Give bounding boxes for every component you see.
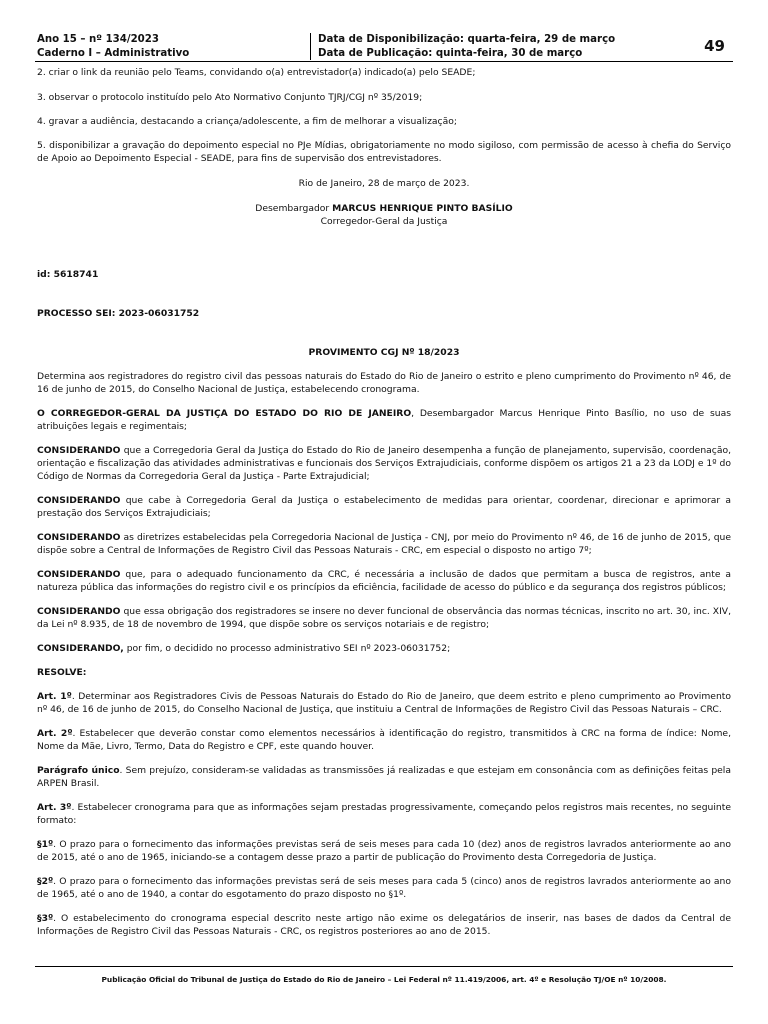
preamble-authority: O CORREGEDOR-GERAL DA JUSTIÇA DO ESTADO DO RIO DE JANEIRO [37, 408, 412, 419]
signature-title: Desembargador [255, 203, 330, 214]
considerando-keyword: CONSIDERANDO [37, 606, 121, 617]
considerando-paragraph [37, 531, 731, 557]
document-body [37, 66, 731, 938]
list-item: 4. gravar a audiência, destacando a criança/adolescente, a fim de melhorar a visualização; [37, 116, 457, 127]
article-label: §1º [37, 839, 54, 850]
article-text: . O prazo para o fornecimento das informações previstas será de seis meses para cada 10 (dez) anos de registros lavrados anteriormente ao ano de 2015, até o ano de 1965, iniciando-se a contagem desse prazo a partir de publicação do Provimento desta Corregedoria de Justiça. [37, 839, 731, 863]
page-number: 49 [704, 37, 725, 55]
considerando-text: que cabe à Corregedoria Geral da Justiça o estabelecimento de medidas para orientar, coordenar, direcionar e aprimorar a prestação dos Serviços Extrajudiciais; [37, 495, 731, 519]
article-label: §3º [37, 913, 54, 924]
ementa: Determina aos registradores do registro civil das pessoas naturais do Estado do Rio de Janeiro o estrito e pleno cumprimento do Provimento nº 46, de 16 de junho de 2015, do Conselho Nacional de Justiça, estabelecendo cronograma. [37, 371, 731, 395]
header-divider [310, 33, 311, 60]
article-label: Art. 2º [37, 728, 73, 739]
availability-date: Data de Disponibilização: quarta-feira, 29 de março [318, 34, 616, 45]
article-paragraph [37, 912, 731, 938]
list-item: 5. disponibilizar a gravação do depoimento especial no PJe Mídias, obrigatoriamente no modo sigiloso, com permissão de acesso à chefia do Serviço de Apoio ao Depoimento Especial - SEADE, para fins de supervisão dos entrevistadores. [37, 140, 731, 164]
considerando-keyword: CONSIDERANDO [37, 495, 121, 506]
signature-name: MARCUS HENRIQUE PINTO BASÍLIO [332, 203, 513, 214]
considerando-keyword: CONSIDERANDO, [37, 643, 124, 654]
considerando-paragraph [37, 568, 731, 594]
considerando-paragraph [37, 444, 731, 483]
considerando-keyword: CONSIDERANDO [37, 445, 121, 456]
article-paragraph [37, 727, 731, 753]
considerando-text: que, para o adequado funcionamento da CRC, é necessária a inclusão de dados que permitam a busca de registros, ante a natureza pública das informações do registro civil e os princípios da eficiência, facilidade de acesso do público e da segurança dos registros públicos; [37, 569, 731, 593]
footer-divider [35, 966, 733, 967]
considerando-text: que essa obrigação dos registradores se insere no dever funcional de observância das normas técnicas, inscrito no art. 30, inc. XIV, da Lei nº 8.935, de 18 de novembro de 1994, que dispõe sobre os serviços notariais e de registro; [37, 606, 732, 630]
article-paragraph [37, 838, 731, 864]
page-header [35, 33, 733, 62]
considerando-paragraph [37, 494, 731, 520]
signature-role: Corregedor-Geral da Justiça [320, 216, 448, 227]
article-paragraph [37, 764, 731, 790]
article-text: . Determinar aos Registradores Civis de Pessoas Naturais do Estado do Rio de Janeiro, que deem estrito e pleno cumprimento ao Provimento nº 46, de 16 de junho de 2015, do Conselho Nacional de Justiça, que instituiu a Central de Informações de Registro Civil das Pessoas Naturais – CRC. [37, 691, 732, 715]
signature-name-line [37, 202, 731, 215]
resolve-heading: RESOLVE: [37, 667, 87, 678]
header-dates [318, 33, 615, 61]
provimento-title: PROVIMENTO CGJ Nº 18/2023 [308, 347, 460, 358]
article-label: §2º [37, 876, 54, 887]
article-text: . O estabelecimento do cronograma especial descrito neste artigo não exime os delegatários de inserir, nas bases de dados da Central de Informações de Registro Civil das Pessoas Naturais - CRC, os registros posteriores ao ano de 2015. [37, 913, 731, 937]
section-name: Caderno I – Administrativo [37, 48, 190, 59]
article-label: Art. 1º [37, 691, 72, 702]
article-text: . O prazo para o fornecimento das informações previstas será de seis meses para cada 5 (cinco) anos de registros lavrados anteriormente ao ano de 1965, até o ano de 1940, a contar do esgotamento do prazo disposto no §1º. [37, 876, 731, 900]
preamble [37, 407, 731, 433]
considerando-paragraph [37, 642, 731, 655]
issue-number: Ano 15 – nº 134/2023 [37, 34, 159, 45]
article-label: Art. 3º [37, 802, 72, 813]
article-paragraph [37, 801, 731, 827]
article-text: . Estabelecer que deverão constar como elementos necessários à identificação do registro, transmitidos à CRC na forma de índice: Nome, Nome da Mãe, Livro, Termo, Data do Registro e CPF, este quando houver. [37, 728, 731, 752]
signature-place-date: Rio de Janeiro, 28 de março de 2023. [298, 178, 470, 189]
list-item: 3. observar o protocolo instituído pelo Ato Normativo Conjunto TJRJ/CGJ nº 35/2019; [37, 92, 423, 103]
considerando-text: por fim, o decidido no processo administrativo SEI nº 2023-06031752; [126, 643, 451, 654]
article-paragraph [37, 875, 731, 901]
article-paragraph [37, 690, 731, 716]
preamble-text: , Desembargador Marcus Henrique Pinto Basílio, no uso de suas atribuições legais e regimentais; [37, 408, 732, 432]
considerando-text: as diretrizes estabelecidas pela Corregedoria Nacional de Justiça - CNJ, por meio do Provimento nº 46, de 16 de junho de 2015, que dispõe sobre a Central de Informações de Registro Civil das Pessoas Naturais - CRC, em especial o disposto no artigo 7º; [37, 532, 731, 556]
considerando-keyword: CONSIDERANDO [37, 569, 121, 580]
document-id: id: 5618741 [37, 269, 99, 280]
considerando-keyword: CONSIDERANDO [37, 532, 121, 543]
article-label: Parágrafo único [37, 765, 120, 776]
considerando-text: que a Corregedoria Geral da Justiça do Estado do Rio de Janeiro desempenha a função de planejamento, supervisão, coordenação, orientação e fiscalização das atividades administrativas e funcionais dos Serviços Extrajudiciais, conforme dispõem os artigos 21 a 23 da LODJ e 1º do Código de Normas da Corregedoria Geral da Justiça - Parte Extrajudicial; [37, 445, 732, 482]
considerando-paragraph [37, 605, 731, 631]
process-number: PROCESSO SEI: 2023-06031752 [37, 308, 200, 319]
article-text: . Sem prejuízo, consideram-se validadas as transmissões já realizadas e que estejam em consonância com as definições feitas pela ARPEN Brasil. [37, 765, 731, 789]
publication-date: Data de Publicação: quinta-feira, 30 de março [318, 48, 583, 59]
article-text: . Estabelecer cronograma para que as informações sejam prestadas progressivamente, começando pelos registros mais recentes, no seguinte formato: [37, 802, 731, 826]
page-footer: Publicação Oficial do Tribunal de Justiça do Estado do Rio de Janeiro – Lei Federal nº 11.419/2006, art. 4º e Resolução TJ/OE nº 10/2008. [101, 975, 667, 984]
list-item: 2. criar o link da reunião pelo Teams, convidando o(a) entrevistador(a) indicado(a) pelo SEADE; [37, 67, 476, 78]
header-left [37, 33, 189, 61]
